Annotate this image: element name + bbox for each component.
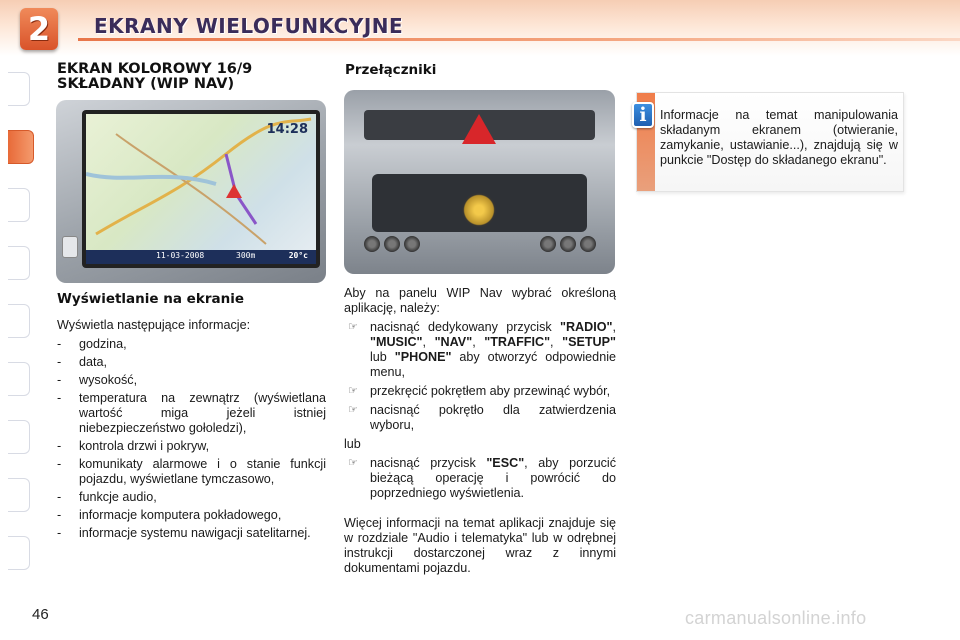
esc-button-label: "ESC"	[486, 456, 525, 470]
screen-bezel	[82, 110, 320, 268]
list-item: - komunikaty alarmowe i o stanie funkcji pojazdu, wyświetlane tymczasowo,	[57, 457, 326, 487]
display-section-title: Wyświetlanie na ekranie	[57, 291, 244, 307]
list-item: - godzina,	[57, 337, 326, 352]
list-item: ☞ nacisnąć pokrętło dla zatwierdzenia wyboru,	[348, 403, 616, 432]
page-number: 46	[32, 606, 49, 623]
chapter-tab[interactable]	[8, 72, 30, 106]
finger-pointer-icon: ☞	[348, 404, 358, 416]
screen-heading	[57, 62, 252, 92]
list-item: ☞ nacisnąć dedykowany przycisk "RADIO", "MUSIC", "NAV", "TRAFFIC", "SETUP" lub "PHONE" aby otworzyć odpowiednie menu,	[348, 320, 617, 379]
dial-icon	[560, 236, 576, 252]
navigation-map	[86, 114, 316, 264]
escape-step-list	[344, 456, 616, 501]
chapter-tab[interactable]	[8, 188, 30, 222]
dial-icon	[364, 236, 380, 252]
phone-button-label: "PHONE"	[394, 350, 452, 364]
list-item: ☞ przekręcić pokrętłem aby przewinąć wybór,	[348, 384, 611, 398]
music-button-label: "MUSIC"	[370, 335, 423, 349]
switches-steps-list	[344, 320, 616, 433]
list-item: - funkcje audio,	[57, 490, 326, 505]
dial-icon	[384, 236, 400, 252]
list-item: - data,	[57, 355, 326, 370]
screen-temperature: 20°c	[288, 251, 308, 260]
screen-date: 11-03-2008	[156, 251, 205, 260]
list-item: - kontrola drzwi i pokryw,	[57, 439, 326, 454]
switches-heading: Przełączniki	[345, 62, 437, 78]
or-separator: lub	[344, 437, 361, 451]
chapter-title: EKRANY WIELOFUNKCYJNE	[94, 14, 404, 38]
chapter-tab-active[interactable]	[8, 130, 34, 164]
chapter-number-badge: 2	[20, 8, 58, 50]
traffic-button-label: "TRAFFIC"	[484, 335, 551, 349]
finger-pointer-icon: ☞	[348, 321, 358, 333]
screen-status-bar	[86, 250, 316, 264]
screen-heading-line2: SKŁADANY (WIP NAV)	[57, 76, 235, 92]
display-info-block	[57, 318, 326, 544]
dial-icon	[580, 236, 596, 252]
chapter-tab-rail	[8, 72, 30, 572]
list-item: - wysokość,	[57, 373, 326, 388]
chapter-tab[interactable]	[8, 536, 30, 570]
dial-icon	[404, 236, 420, 252]
chapter-tab[interactable]	[8, 304, 30, 338]
chapter-tab[interactable]	[8, 478, 30, 512]
list-item: ☞ nacisnąć przycisk "ESC", aby porzucić bieżącą operację i powrócić do poprzedniego wyświetlenia.	[348, 456, 617, 500]
list-item: - informacje systemu nawigacji satelitarnej.	[57, 526, 326, 541]
list-item: - informacje komputera pokładowego,	[57, 508, 326, 523]
rotary-knob-icon	[462, 193, 496, 227]
setup-button-label: "SETUP"	[562, 335, 617, 349]
list-item: - temperatura na zewnątrz (wyświetlana wartość miga jeżeli istniej niebezpieczeństwo gołoledzi),	[57, 391, 326, 436]
display-intro: Wyświetla następujące informacje:	[57, 318, 251, 332]
info-icon: i	[632, 102, 654, 128]
screen-clock: 14:28	[266, 122, 308, 137]
switches-instructions	[344, 286, 616, 505]
display-items-list	[57, 337, 326, 541]
screen-heading-line1: EKRAN KOLOROWY 16/9	[57, 61, 253, 77]
finger-pointer-icon: ☞	[348, 457, 358, 469]
info-box-text: Informacje na temat manipulowania składanym ekranem (otwieranie, zamykanie, ustawianie...), znajdują się w punkcie "Dostęp do składanego ekranu".	[660, 108, 898, 167]
radio-button-label: "RADIO"	[559, 320, 613, 334]
screen-side-button	[62, 236, 78, 258]
nav-button-label: "NAV"	[434, 335, 473, 349]
chapter-tab[interactable]	[8, 246, 30, 280]
chapter-tab[interactable]	[8, 420, 30, 454]
control-panel-photo	[344, 90, 615, 274]
dial-icon	[540, 236, 556, 252]
more-info-note: Więcej informacji na temat aplikacji znajduje się w rozdziale "Audio i telematyka" lub w odrębnej instrukcji dostarczonej wraz z innymi dokumentami pojazdu.	[344, 516, 616, 575]
chapter-tab[interactable]	[8, 362, 30, 396]
finger-pointer-icon: ☞	[348, 385, 358, 397]
color-screen-photo	[56, 100, 326, 283]
watermark: carmanualsonline.info	[685, 608, 867, 628]
screen-altitude: 300m	[236, 251, 256, 260]
switches-intro: Aby na panelu WIP Nav wybrać określoną aplikację, należy:	[344, 286, 616, 315]
